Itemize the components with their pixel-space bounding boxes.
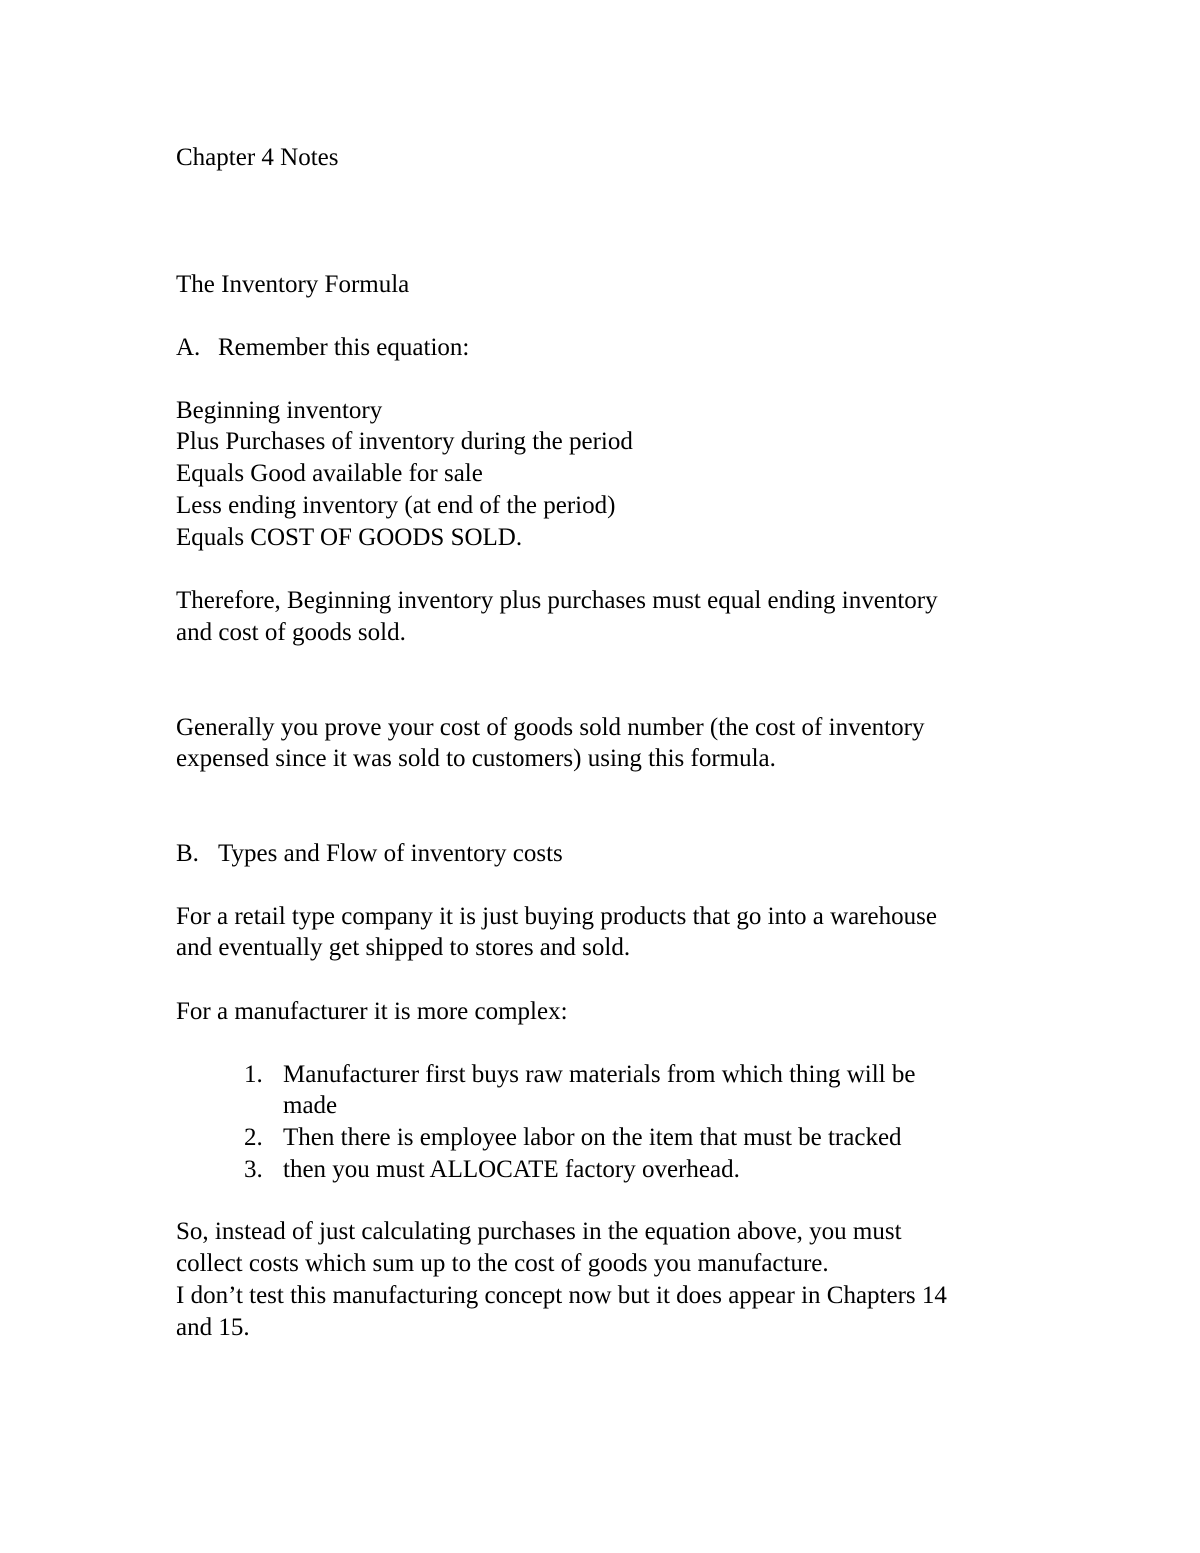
equation-line: Equals COST OF GOODS SOLD. (176, 524, 523, 551)
generally-line: expensed since it was sold to customers) using this formula. (176, 745, 776, 772)
closing-line: I don’t test this manufacturing concept now but it does appear in Chapters 14 (176, 1282, 947, 1309)
closing-line: So, instead of just calculating purchases in the equation above, you must (176, 1218, 902, 1245)
document-title: Chapter 4 Notes (176, 144, 339, 171)
equation-line: Less ending inventory (at end of the period) (176, 492, 616, 519)
equation-line: Plus Purchases of inventory during the period (176, 428, 633, 455)
section-b-heading: Types and Flow of inventory costs (218, 840, 563, 867)
list-item-number: 3. (244, 1156, 263, 1183)
therefore-line: Therefore, Beginning inventory plus purchases must equal ending inventory (176, 587, 938, 614)
section-heading: The Inventory Formula (176, 271, 410, 298)
section-a-heading: Remember this equation: (218, 334, 470, 361)
section-b-marker: B. (176, 840, 199, 867)
list-item-text: Manufacturer first buys raw materials from which thing will be (283, 1061, 916, 1088)
equation-line: Beginning inventory (176, 397, 383, 424)
list-item-text: Then there is employee labor on the item that must be tracked (283, 1124, 902, 1151)
closing-line: and 15. (176, 1314, 250, 1341)
list-item-text: made (283, 1092, 338, 1119)
section-a-marker: A. (176, 334, 201, 361)
retail-line: For a retail type company it is just buying products that go into a warehouse (176, 903, 937, 930)
therefore-line: and cost of goods sold. (176, 619, 406, 646)
list-item-text: then you must ALLOCATE factory overhead. (283, 1156, 740, 1183)
manufacturer-intro: For a manufacturer it is more complex: (176, 998, 568, 1025)
list-item-number: 1. (244, 1061, 263, 1088)
generally-line: Generally you prove your cost of goods sold number (the cost of inventory (176, 714, 925, 741)
retail-line: and eventually get shipped to stores and sold. (176, 934, 631, 961)
list-item-number: 2. (244, 1124, 263, 1151)
closing-line: collect costs which sum up to the cost of goods you manufacture. (176, 1250, 829, 1277)
equation-line: Equals Good available for sale (176, 460, 483, 487)
